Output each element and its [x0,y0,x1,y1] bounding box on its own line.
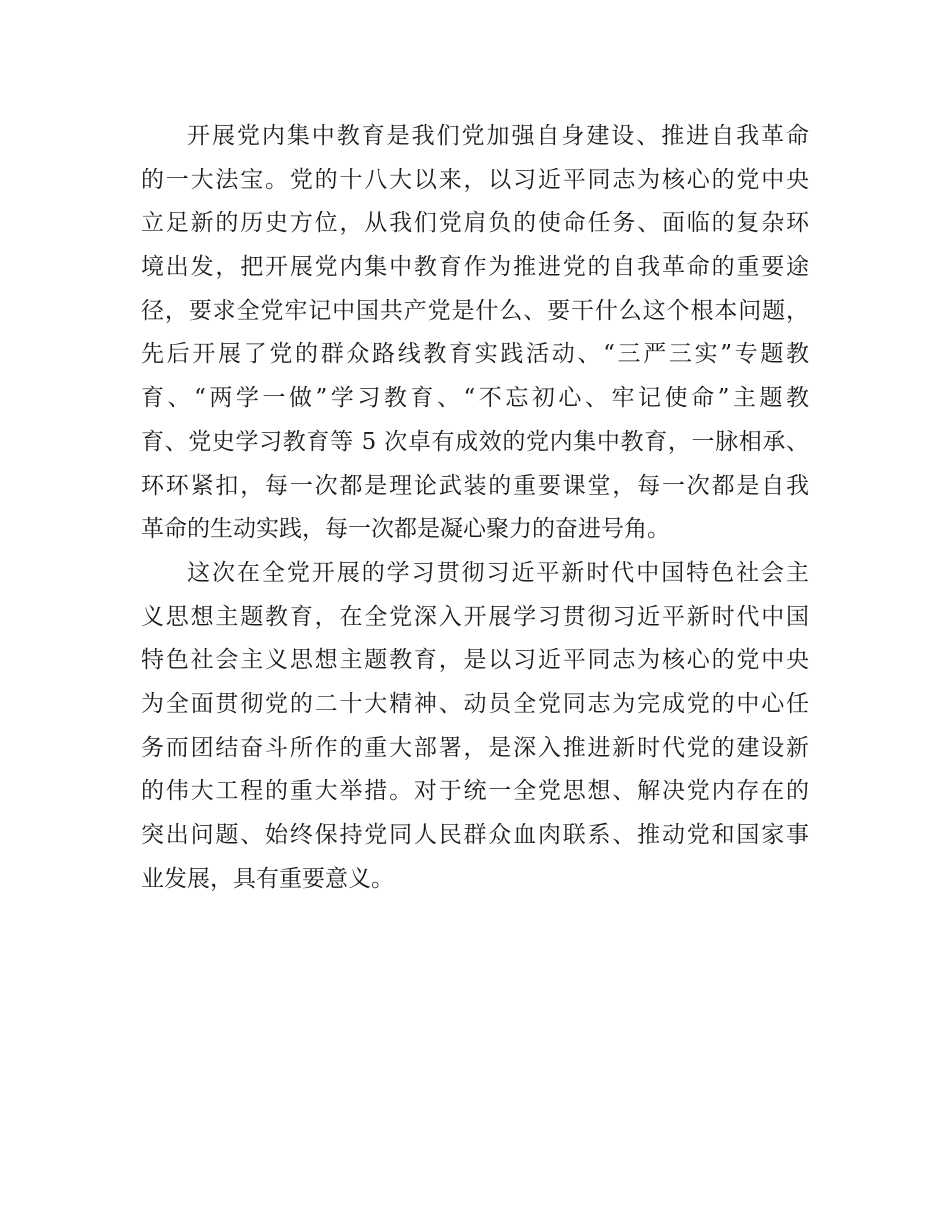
text-line: 育、“两学一做”学习教育、“不忘初心、牢记使命”主题教 [141,385,809,412]
text-line: 开展党内集中教育是我们党加强自身建设、推进自我革命 [187,123,809,149]
text-line: 突出问题、始终保持党同人民群众血肉联系、推动党和国家事 [141,822,809,848]
text-line: 这次在全党开展的学习贯彻习近平新时代中国特色社会主 [187,559,809,586]
text-line: 的伟大工程的重大举措。对于统一全党思想、解决党内存在的 [141,778,809,805]
text-line: 先后开展了党的群众路线教育实践活动、“三严三实”专题教 [141,341,809,368]
text-line: 革命的生动实践，每一次都是凝心聚力的奋进号角。 [141,516,670,543]
text-line: 特色社会主义思想主题教育，是以习近平同志为核心的党中央 [141,647,809,674]
text-line: 务而团结奋斗所作的重大部署，是深入推进新时代党的建设新 [141,734,809,761]
text-line: 业发展，具有重要意义。 [141,865,394,892]
document-body [141,115,809,901]
text-line: 立足新的历史方位，从我们党肩负的使命任务、面临的复杂环 [141,210,809,237]
text-line: 环环紧扣，每一次都是理论武装的重要课堂，每一次都是自我 [141,472,809,499]
paragraph-1 [141,115,809,552]
text-line: 为全面贯彻党的二十大精神、动员全党同志为完成党的中心任 [141,690,809,717]
text-line: 育、党史学习教育等 5 次卓有成效的党内集中教育，一脉相承、 [141,428,809,455]
text-line: 境出发，把开展党内集中教育作为推进党的自我革命的重要途 [141,254,809,281]
text-line: 径，要求全党牢记中国共产党是什么、要干什么这个根本问题， [141,297,809,324]
text-line: 的一大法宝。党的十八大以来，以习近平同志为核心的党中央 [141,166,809,193]
paragraph-2 [141,552,809,902]
text-line: 义思想主题教育，在全党深入开展学习贯彻习近平新时代中国 [141,603,809,630]
